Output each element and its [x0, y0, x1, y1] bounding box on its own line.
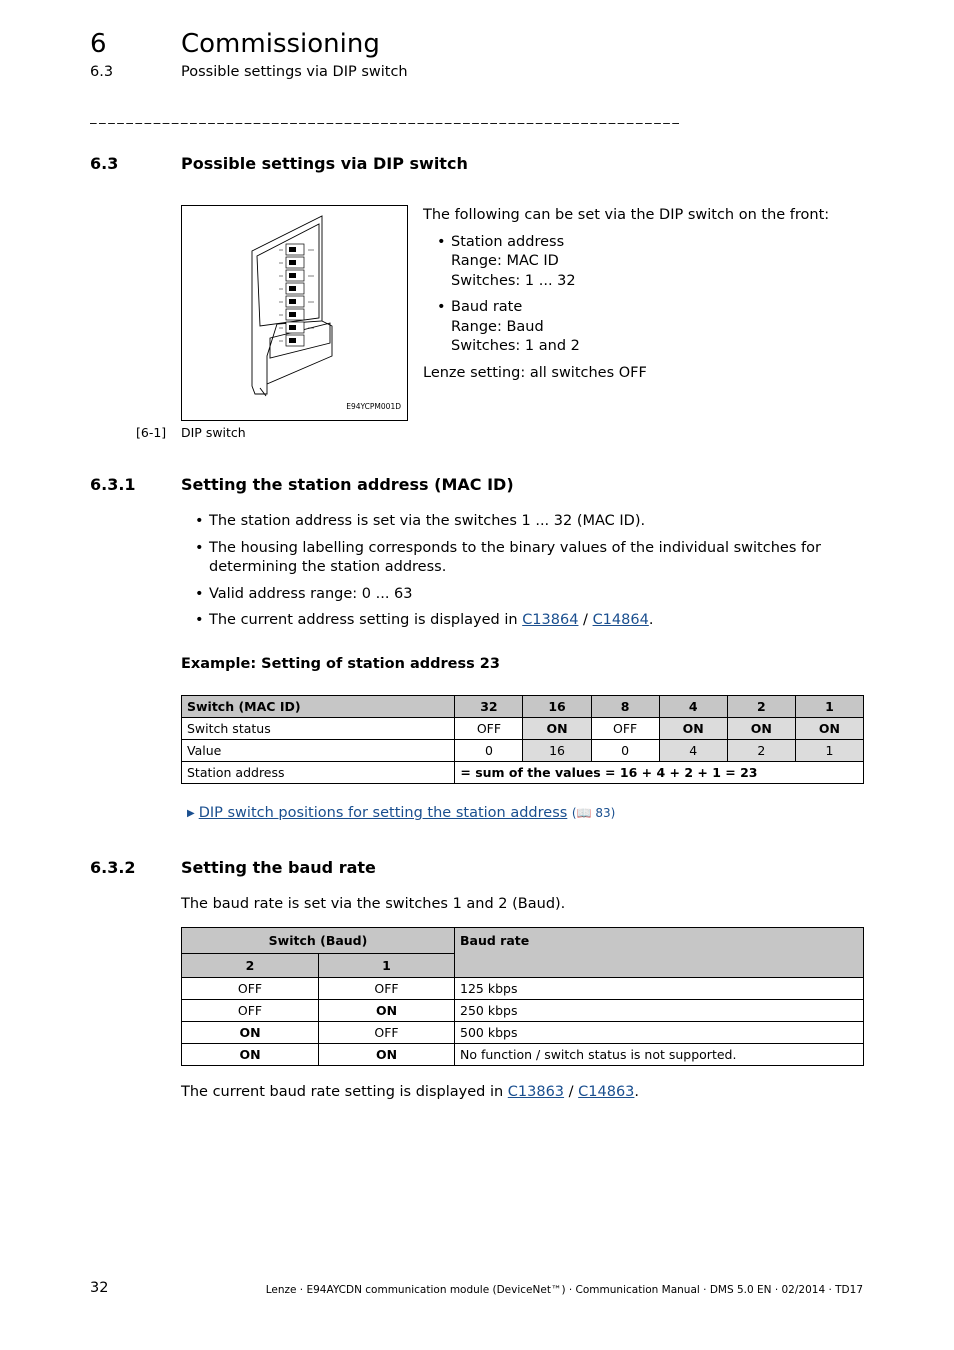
dip-intro: The following can be set via the DIP switch on the front: [423, 207, 830, 223]
link-c14863[interactable]: C14863 [578, 1084, 635, 1100]
table-cell: Station address [182, 762, 455, 784]
table-row [182, 1044, 864, 1066]
table-row [182, 762, 864, 784]
list-item: • Baud rate Range: Baud Switches: 1 and 2 [437, 298, 863, 357]
table-row [182, 978, 864, 1000]
chapter-number: 6 [90, 29, 107, 59]
crossref-text[interactable]: DIP switch positions for setting the station address [198, 805, 568, 821]
station-address-list [195, 512, 845, 631]
figure-number: [6-1] [136, 425, 167, 440]
table-cell: 2 [727, 740, 795, 762]
section-6-3-number: 6.3 [90, 154, 119, 173]
link-c13863[interactable]: C13863 [507, 1084, 565, 1100]
table-cell: ON [523, 718, 591, 740]
table-cell: 250 kbps [455, 1000, 864, 1022]
page-number: 32 [90, 1280, 109, 1296]
dip-settings-list [437, 233, 863, 357]
section-6-3-title: Possible settings via DIP switch [181, 154, 468, 173]
table-cell: 1 [795, 740, 863, 762]
table-header-cell: 2 [727, 696, 795, 718]
list-item: • The housing labelling corresponds to the binary values of the individual switches for determining the station address. [195, 539, 845, 578]
book-icon: 📖 [576, 806, 592, 820]
header-section-number: 6.3 [90, 64, 114, 80]
link-c13864[interactable]: C13864 [522, 612, 579, 628]
example-title: Example: Setting of station address 23 [181, 656, 500, 672]
table-header-cell: Switch (Baud) [182, 928, 455, 954]
link-c14864[interactable]: C14864 [592, 612, 649, 628]
table-row [182, 740, 864, 762]
section-6-3-2-title: Setting the baud rate [181, 858, 376, 877]
table-header-cell: 2 [182, 954, 319, 978]
table-header-cell: 4 [659, 696, 727, 718]
table-cell: ON [727, 718, 795, 740]
table-row [182, 718, 864, 740]
table-header-cell: 1 [319, 954, 455, 978]
table-cell: 500 kbps [455, 1022, 864, 1044]
table-row [182, 928, 864, 954]
list-item: • Valid address range: 0 ... 63 [195, 585, 845, 605]
baud-rate-table [181, 927, 864, 1066]
list-item: • The station address is set via the switches 1 ... 32 (MAC ID). [195, 512, 845, 532]
table-cell: OFF [319, 978, 455, 1000]
list-item: • The current address setting is displayed in C13864 / C14864. [195, 611, 845, 631]
section-6-3-1-number: 6.3.1 [90, 475, 136, 494]
table-cell: 4 [659, 740, 727, 762]
list-item: • Station address Range: MAC ID Switches: 1 ... 32 [437, 233, 863, 292]
baud-footer-text: The current baud rate setting is displayed in C13863 / C14863. [181, 1084, 640, 1100]
table-header-cell: Baud rate [455, 928, 864, 978]
table-cell: 0 [591, 740, 659, 762]
table-cell: Switch status [182, 718, 455, 740]
table-cell: OFF [182, 978, 319, 1000]
table-cell: No function / switch status is not supported. [455, 1044, 864, 1066]
table-header-cell: Switch (MAC ID) [182, 696, 455, 718]
table-header-cell: 8 [591, 696, 659, 718]
dip-switch-figure [181, 205, 408, 421]
table-header-cell: 32 [455, 696, 523, 718]
table-cell: OFF [319, 1022, 455, 1044]
table-cell: 125 kbps [455, 978, 864, 1000]
crossref-link[interactable] [187, 803, 615, 824]
table-row [182, 696, 864, 718]
table-cell: ON [319, 1000, 455, 1022]
crossref-page: (📖 83) [571, 806, 616, 820]
table-cell: = sum of the values = 16 + 4 + 2 + 1 = 23 [455, 762, 864, 784]
header-section-title: Possible settings via DIP switch [181, 64, 408, 80]
table-cell: 0 [455, 740, 523, 762]
triangle-right-icon: ▶ [187, 808, 195, 819]
baud-intro: The baud rate is set via the switches 1 and 2 (Baud). [181, 896, 566, 912]
table-row [182, 1022, 864, 1044]
table-cell: ON [182, 1044, 319, 1066]
table-cell: 16 [523, 740, 591, 762]
table-row [182, 1000, 864, 1022]
header-separator: _________________________________________________________________ [90, 110, 682, 125]
lenze-setting: Lenze setting: all switches OFF [423, 364, 647, 381]
table-cell: OFF [455, 718, 523, 740]
table-header-cell: 1 [795, 696, 863, 718]
table-cell: ON [319, 1044, 455, 1066]
table-cell: ON [659, 718, 727, 740]
figure-caption: DIP switch [181, 425, 246, 440]
chapter-title: Commissioning [181, 29, 380, 59]
section-6-3-2-number: 6.3.2 [90, 858, 136, 877]
table-cell: Value [182, 740, 455, 762]
table-header-cell: 16 [523, 696, 591, 718]
figure-code: E94YCPM001D [346, 402, 401, 411]
table-cell: OFF [591, 718, 659, 740]
dip-settings-description [423, 206, 863, 383]
table-cell: ON [795, 718, 863, 740]
station-address-table [181, 695, 864, 784]
table-cell: ON [182, 1022, 319, 1044]
document-info: Lenze · E94AYCDN communication module (DeviceNet™) · Communication Manual · DMS 5.0 EN · 02/2014 · TD17 [265, 1284, 863, 1296]
dip-switch-illustration [182, 206, 407, 420]
section-6-3-1-title: Setting the station address (MAC ID) [181, 475, 514, 494]
table-cell: OFF [182, 1000, 319, 1022]
